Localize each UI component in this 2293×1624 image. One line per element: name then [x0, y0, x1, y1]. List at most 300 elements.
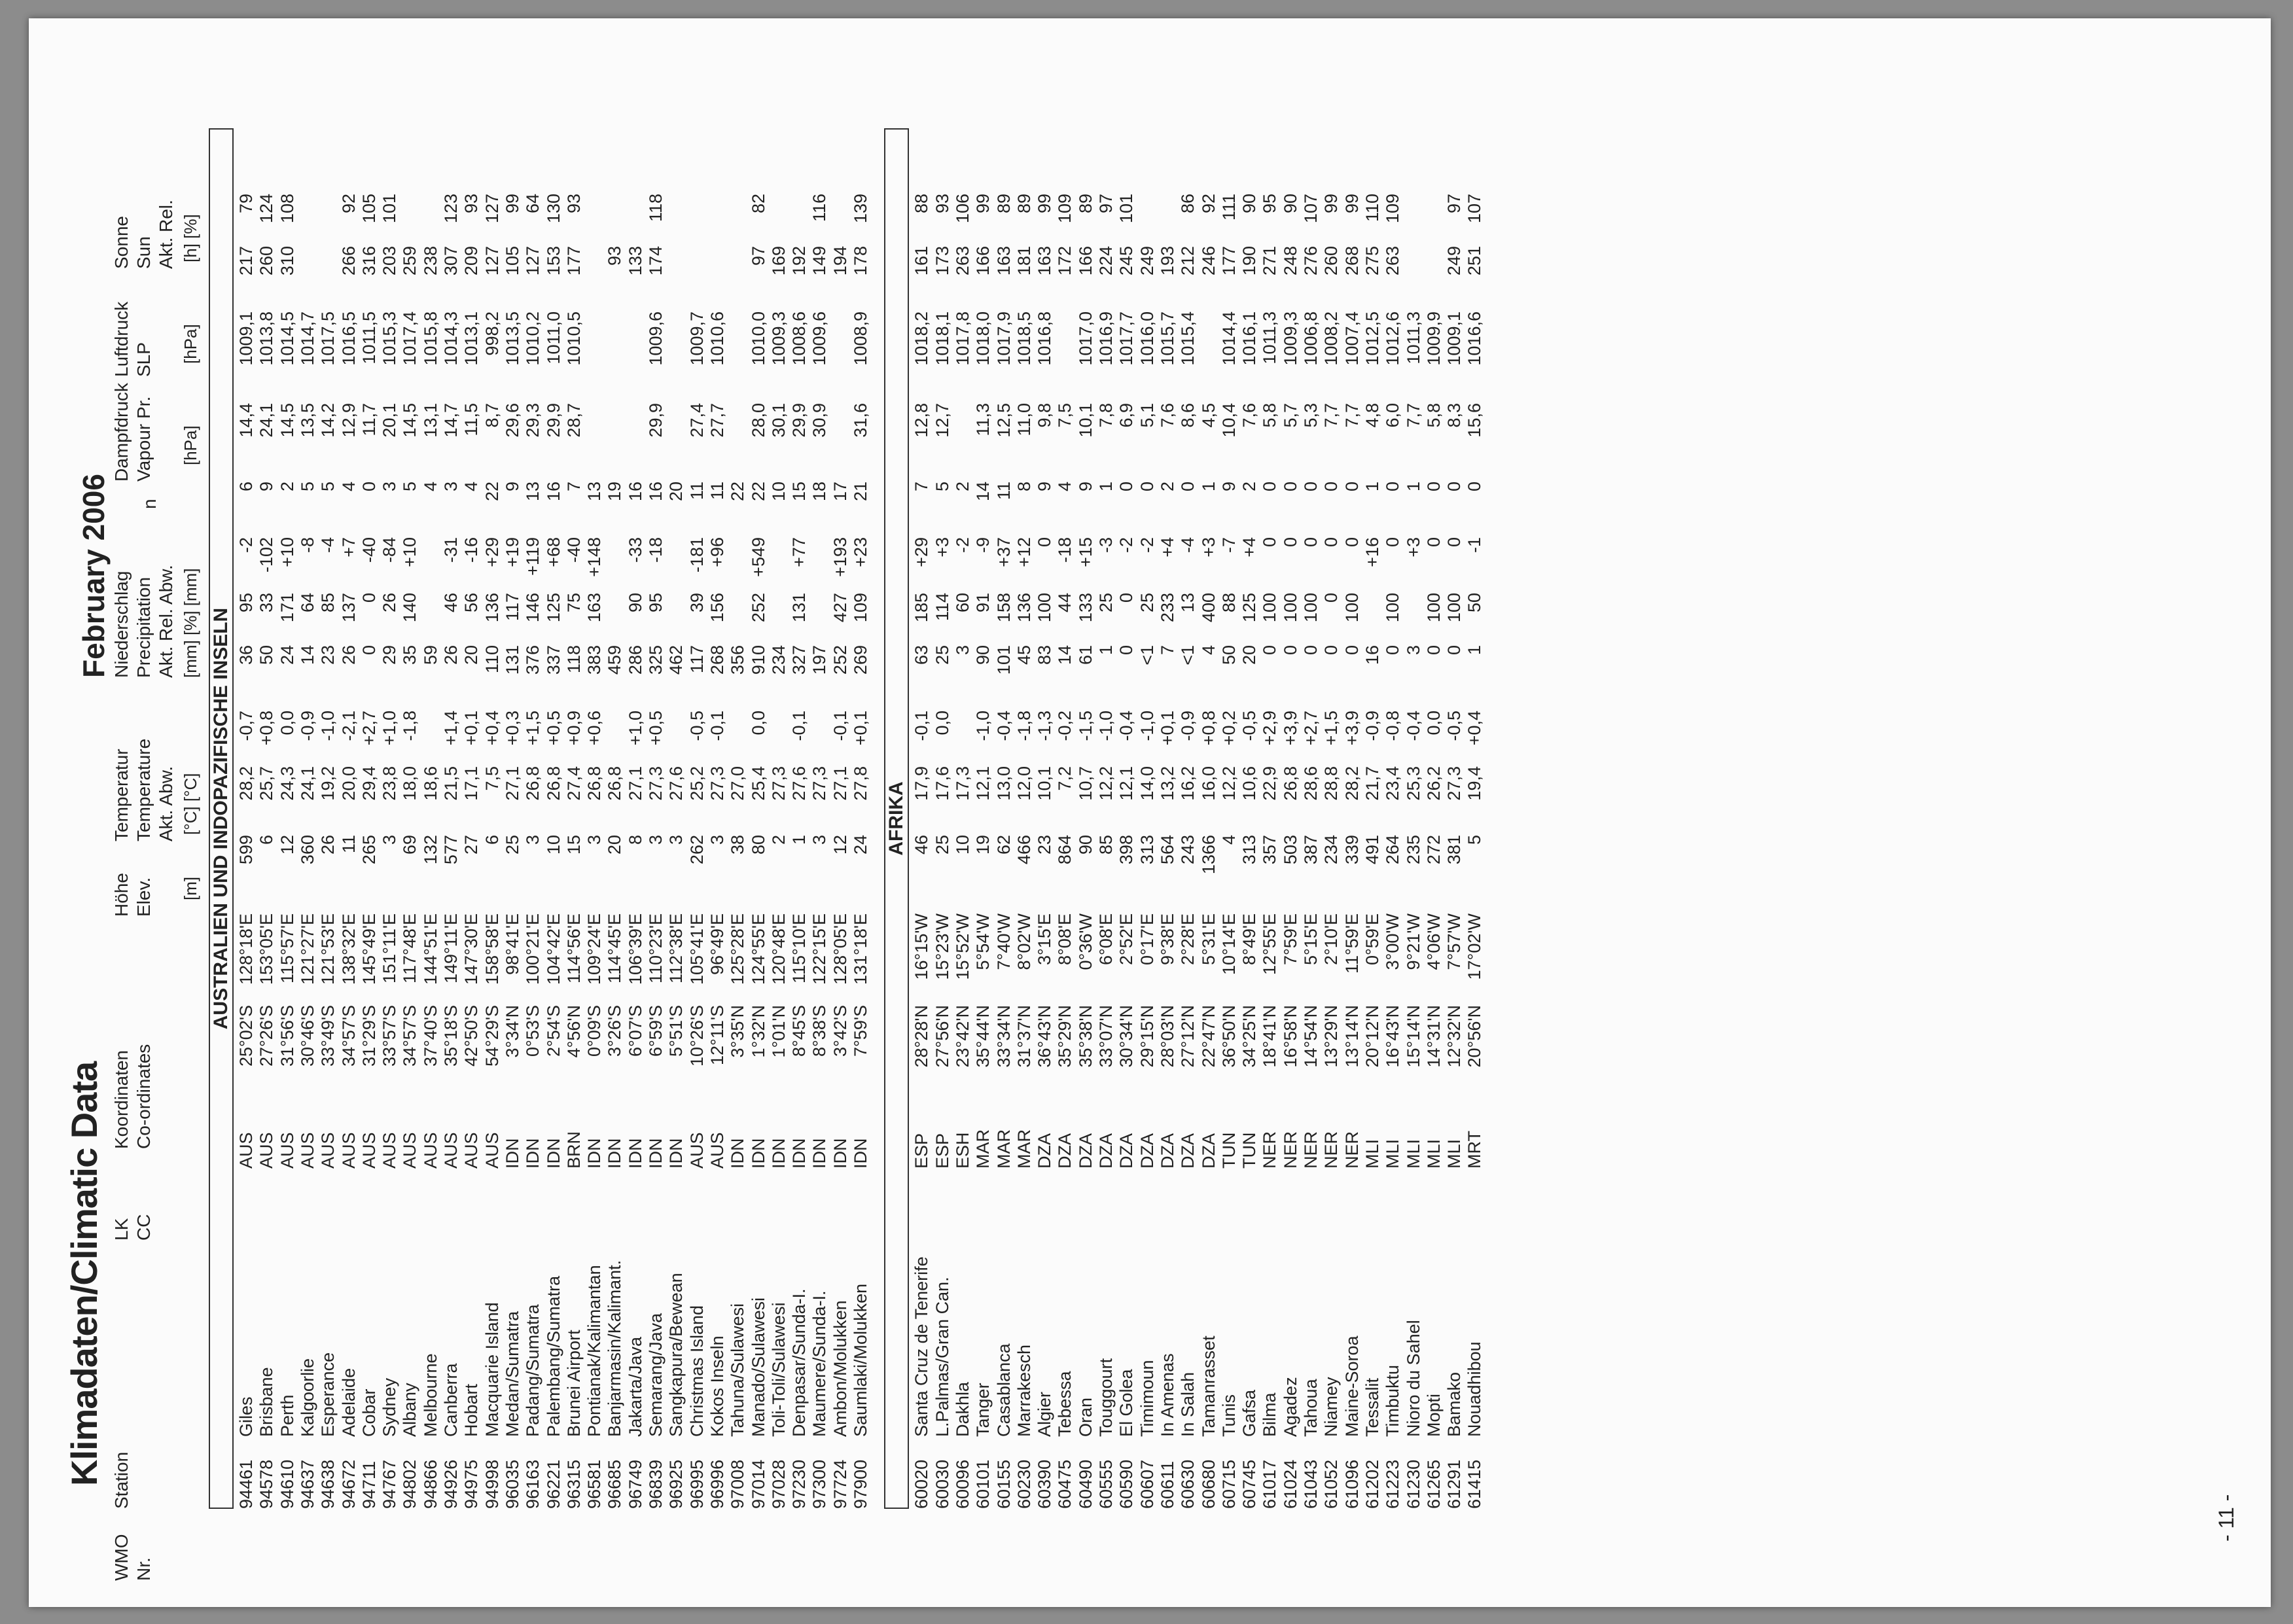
country-cell: DZA — [1116, 1133, 1137, 1169]
table-row — [421, 128, 441, 1509]
table-row — [298, 128, 318, 1509]
wmo-cell: 60590 — [1116, 1459, 1137, 1509]
wmo-cell: 94975 — [461, 1459, 482, 1509]
precipitation-cell: 327 — [789, 645, 809, 675]
sunshine-percent-cell: 93 — [461, 194, 482, 214]
temperature-cell: 28,2 — [236, 766, 256, 801]
precipitation-cell: 110 — [482, 645, 502, 674]
precipitation-deviation-cell: +4 — [1239, 537, 1260, 557]
station-cell: Maumere/Sunda-I. — [809, 1290, 830, 1437]
latitude-cell: 27°12'N — [1178, 1005, 1198, 1068]
sunshine-hours-cell: 97 — [748, 246, 768, 266]
temperature-deviation-cell: -1,0 — [973, 711, 993, 741]
rain-days-cell: 0 — [1444, 482, 1465, 492]
sunshine-percent-cell: 123 — [441, 194, 461, 224]
wmo-cell: 61096 — [1342, 1459, 1362, 1509]
station-cell: Nioro du Sahel — [1403, 1320, 1423, 1437]
table-row — [1055, 128, 1075, 1509]
slp-cell: 1009,6 — [809, 311, 830, 366]
country-cell: AUS — [318, 1132, 338, 1169]
longitude-cell: 5°31'E — [1198, 913, 1218, 966]
sunshine-percent-cell: 92 — [1198, 194, 1218, 214]
sunshine-hours-cell: 149 — [809, 246, 830, 276]
vapour-pressure-cell: 12,9 — [338, 403, 359, 438]
country-cell: DZA — [1096, 1133, 1116, 1169]
slp-cell: 1014,3 — [441, 311, 461, 366]
table-row — [236, 128, 257, 1509]
latitude-cell: 31°56'S — [277, 1005, 297, 1067]
temperature-deviation-cell: -0,2 — [1055, 711, 1075, 741]
longitude-cell: 105°41'E — [686, 913, 707, 985]
precipitation-percent-cell: 90 — [625, 593, 645, 613]
latitude-cell: 25°02'S — [236, 1005, 256, 1067]
header-sunshine: Sonne Sun Akt. Rel. — [111, 200, 176, 269]
precipitation-percent-cell: 136 — [1014, 593, 1034, 623]
elevation-cell: 3 — [380, 835, 400, 845]
station-cell: El Golea — [1116, 1369, 1137, 1437]
sunshine-hours-cell: 105 — [502, 246, 522, 276]
elevation-cell: 12 — [277, 835, 297, 855]
precipitation-percent-cell: 91 — [973, 593, 993, 613]
precipitation-cell: 910 — [748, 645, 768, 675]
station-cell: Agadez — [1280, 1377, 1300, 1437]
rain-days-cell: 1 — [1096, 482, 1116, 492]
vapour-pressure-cell: 29,9 — [646, 403, 666, 438]
temperature-cell: 18,0 — [400, 766, 420, 801]
scanned-page — [29, 18, 2271, 1607]
table-row — [1239, 128, 1260, 1509]
wmo-cell: 60745 — [1239, 1459, 1260, 1509]
table-row — [1219, 128, 1239, 1509]
table-row — [1178, 128, 1198, 1509]
precipitation-deviation-cell: +193 — [830, 537, 850, 577]
slp-cell: 1011,0 — [543, 311, 563, 364]
precipitation-percent-cell: 46 — [441, 593, 461, 613]
temperature-cell: 7,2 — [1055, 766, 1075, 791]
wmo-cell: 96925 — [666, 1459, 686, 1509]
wmo-cell: 97724 — [830, 1459, 850, 1509]
rain-days-cell: 7 — [563, 482, 584, 492]
unit-slp: [hPa] — [181, 324, 200, 364]
slp-cell: 1012,6 — [1383, 311, 1403, 366]
station-cell: Jakarta/Java — [625, 1336, 645, 1437]
rain-days-cell: 4 — [420, 482, 440, 492]
slp-cell: 1015,8 — [420, 311, 440, 366]
table-row — [318, 128, 338, 1509]
elevation-cell: 1 — [789, 835, 809, 845]
elevation-cell: 46 — [912, 835, 932, 855]
temperature-cell: 27,1 — [625, 766, 645, 801]
station-cell: Canberra — [441, 1363, 461, 1437]
slp-cell: 1016,6 — [1465, 311, 1485, 366]
precipitation-percent-cell: 171 — [277, 593, 297, 623]
rain-days-cell: 0 — [1260, 482, 1280, 492]
country-cell: IDN — [543, 1138, 563, 1169]
precipitation-cell: 0 — [1116, 645, 1137, 656]
country-cell: MAR — [973, 1129, 993, 1169]
temperature-deviation-cell: -0,1 — [789, 711, 809, 741]
longitude-cell: 17°02'W — [1465, 913, 1485, 980]
precipitation-deviation-cell: -16 — [461, 537, 482, 563]
station-cell: Esperance — [318, 1352, 338, 1437]
temperature-cell: 12,0 — [1014, 766, 1034, 801]
station-cell: Perth — [277, 1394, 297, 1437]
country-cell: AUS — [441, 1132, 461, 1169]
section-header: AUSTRALIEN UND INDOPAZIFISCHE INSELN — [209, 128, 234, 1509]
precipitation-deviation-cell: +68 — [543, 537, 563, 567]
latitude-cell: 35°38'N — [1075, 1005, 1095, 1068]
elevation-cell: 235 — [1403, 835, 1423, 865]
rotated-document — [29, 18, 2271, 1607]
precipitation-percent-cell: 95 — [646, 593, 666, 613]
temperature-cell: 12,1 — [973, 766, 993, 801]
rain-days-cell: 4 — [338, 482, 359, 492]
precipitation-cell: 117 — [686, 645, 707, 674]
precipitation-cell: 20 — [1239, 645, 1260, 665]
precipitation-cell: 3 — [952, 645, 972, 656]
slp-cell: 1011,5 — [359, 311, 379, 364]
rain-days-cell: 0 — [1423, 482, 1444, 492]
precipitation-cell: 286 — [625, 645, 645, 675]
sunshine-hours-cell: 209 — [461, 246, 482, 276]
country-cell: DZA — [1178, 1133, 1198, 1169]
elevation-cell: 313 — [1137, 835, 1157, 865]
temperature-cell: 26,8 — [605, 766, 625, 801]
table-row — [400, 128, 420, 1509]
precipitation-cell: 197 — [809, 645, 830, 675]
elevation-cell: 6 — [482, 835, 502, 845]
precipitation-percent-cell: 137 — [338, 593, 359, 623]
sunshine-percent-cell: 106 — [952, 194, 972, 224]
temperature-deviation-cell: 0,0 — [1423, 711, 1444, 735]
sunshine-hours-cell: 93 — [605, 246, 625, 266]
longitude-cell: 158°58'E — [482, 913, 502, 985]
precipitation-cell: 7 — [1157, 645, 1177, 656]
precipitation-deviation-cell: 0 — [1035, 537, 1055, 548]
sunshine-percent-cell: 93 — [932, 194, 952, 214]
header-cc: LK CC — [111, 1214, 154, 1241]
header-wmo: WMO Nr. — [111, 1534, 154, 1581]
sunshine-percent-cell: 105 — [359, 194, 379, 224]
latitude-cell: 0°53'S — [523, 1005, 543, 1057]
elevation-cell: 85 — [1096, 835, 1116, 855]
temperature-deviation-cell: +0,9 — [563, 711, 584, 746]
country-cell: ESH — [952, 1132, 972, 1169]
station-cell: Kalgoorlie — [297, 1358, 317, 1437]
slp-cell: 1017,5 — [318, 311, 338, 366]
latitude-cell: 1°01'N — [768, 1005, 789, 1058]
slp-cell: 998,2 — [482, 311, 502, 356]
wmo-cell: 60096 — [952, 1459, 972, 1509]
temperature-cell: 26,2 — [1423, 766, 1444, 801]
station-cell: Maine-Soroa — [1342, 1335, 1362, 1437]
wmo-cell: 96749 — [625, 1459, 645, 1509]
slp-cell: 1008,2 — [1321, 311, 1342, 366]
station-cell: Tunis — [1218, 1394, 1239, 1437]
precipitation-cell: 50 — [1218, 645, 1239, 665]
precipitation-cell: 459 — [605, 645, 625, 675]
station-cell: Tessalit — [1362, 1377, 1382, 1437]
latitude-cell: 18°41'N — [1260, 1005, 1280, 1068]
slp-cell: 1017,4 — [400, 311, 420, 366]
table-row — [1096, 128, 1116, 1509]
station-cell: Tanger — [973, 1383, 993, 1437]
slp-cell: 1017,0 — [1075, 311, 1095, 366]
precipitation-cell: 1 — [1465, 645, 1485, 656]
precipitation-deviation-cell: 0 — [1321, 537, 1342, 548]
vapour-pressure-cell: 13,5 — [297, 403, 317, 438]
precipitation-cell: 383 — [584, 645, 605, 675]
temperature-cell: 10,7 — [1075, 766, 1095, 801]
vapour-pressure-cell: 29,3 — [523, 403, 543, 438]
temperature-deviation-cell: -0,9 — [1362, 711, 1382, 741]
temperature-deviation-cell: +0,3 — [502, 711, 522, 746]
vapour-pressure-cell: 4,8 — [1362, 403, 1382, 428]
rain-days-cell: 11 — [993, 482, 1014, 501]
temperature-deviation-cell: -2,1 — [338, 711, 359, 741]
precipitation-percent-cell: 100 — [1423, 593, 1444, 623]
slp-cell: 1008,6 — [789, 311, 809, 366]
table-row — [1301, 128, 1321, 1509]
station-cell: Toli-Toli/Sulawesi — [768, 1302, 789, 1437]
temperature-deviation-cell: +0,1 — [851, 711, 870, 746]
vapour-pressure-cell: 30,1 — [768, 403, 789, 438]
temperature-cell: 14,0 — [1137, 766, 1157, 801]
latitude-cell: 16°58'N — [1280, 1005, 1300, 1068]
temperature-cell: 27,6 — [666, 766, 686, 801]
elevation-cell: 132 — [420, 835, 440, 865]
precipitation-percent-cell: 131 — [789, 593, 809, 623]
wmo-cell: 97230 — [789, 1459, 809, 1509]
elevation-cell: 360 — [297, 835, 317, 865]
country-cell: IDN — [666, 1138, 686, 1169]
rain-days-cell: 4 — [461, 482, 482, 492]
elevation-cell: 357 — [1260, 835, 1280, 865]
precipitation-percent-cell: 100 — [1444, 593, 1465, 623]
longitude-cell: 153°05'E — [257, 913, 277, 985]
temperature-deviation-cell: +1,4 — [441, 711, 461, 746]
temperature-deviation-cell: -0,9 — [297, 711, 317, 741]
wmo-cell: 94461 — [236, 1459, 256, 1509]
wmo-cell: 60020 — [912, 1459, 932, 1509]
latitude-cell: 1°32'N — [748, 1005, 768, 1058]
station-cell: Tamanrasset — [1198, 1335, 1218, 1437]
station-cell: Bamako — [1444, 1371, 1465, 1437]
vapour-pressure-cell: 20,1 — [380, 403, 400, 438]
vapour-pressure-cell: 14,4 — [236, 403, 256, 438]
country-cell: BRN — [563, 1131, 584, 1169]
sunshine-hours-cell: 260 — [257, 246, 277, 276]
slp-cell: 1015,4 — [1178, 311, 1198, 366]
wmo-cell: 61415 — [1465, 1459, 1485, 1509]
rain-days-cell: 0 — [1178, 482, 1198, 492]
slp-cell: 1018,2 — [912, 311, 932, 366]
station-cell: Kokos Inseln — [707, 1335, 727, 1437]
precipitation-cell: 26 — [338, 645, 359, 665]
elevation-cell: 381 — [1444, 835, 1465, 865]
country-cell: MAR — [1014, 1129, 1034, 1169]
slp-cell: 1011,3 — [1403, 311, 1423, 364]
station-cell: Ambon/Molukken — [830, 1300, 850, 1437]
sunshine-hours-cell: 260 — [1321, 246, 1342, 276]
sunshine-hours-cell: 263 — [952, 246, 972, 276]
elevation-cell: 6 — [257, 835, 277, 845]
table-row — [605, 128, 625, 1509]
temperature-cell: 26,8 — [584, 766, 605, 801]
precipitation-percent-cell: 13 — [1178, 593, 1198, 613]
country-cell: NER — [1321, 1131, 1342, 1169]
station-cell: Cobar — [359, 1388, 379, 1437]
section-header: AFRIKA — [884, 128, 909, 1509]
elevation-cell: 19 — [973, 835, 993, 855]
precipitation-cell: 16 — [1362, 645, 1382, 665]
temperature-deviation-cell: -0,4 — [1116, 711, 1137, 741]
wmo-cell: 94926 — [441, 1459, 461, 1509]
longitude-cell: 109°24'E — [584, 913, 605, 985]
precipitation-deviation-cell: 0 — [1423, 537, 1444, 548]
elevation-cell: 38 — [728, 835, 748, 855]
temperature-deviation-cell: +0,6 — [584, 711, 605, 746]
sunshine-hours-cell: 316 — [359, 246, 379, 276]
rain-days-cell: 0 — [359, 482, 379, 492]
sunshine-percent-cell: 90 — [1239, 194, 1260, 214]
sunshine-hours-cell: 259 — [400, 246, 420, 276]
longitude-cell: 7°57'W — [1444, 913, 1465, 970]
precipitation-cell: 61 — [1075, 645, 1095, 665]
rain-days-cell: 0 — [1383, 482, 1403, 492]
temperature-cell: 25,4 — [748, 766, 768, 801]
vapour-pressure-cell: 31,6 — [851, 403, 870, 438]
station-cell: Hobart — [461, 1383, 482, 1437]
longitude-cell: 8°08'E — [1055, 913, 1075, 966]
table-row — [441, 128, 461, 1509]
longitude-cell: 15°52'W — [952, 913, 972, 980]
document-title: Klimadaten/Climatic Data — [63, 1061, 105, 1486]
latitude-cell: 3°35'N — [728, 1005, 748, 1058]
wmo-cell: 60611 — [1157, 1460, 1177, 1509]
country-cell: AUS — [707, 1132, 727, 1169]
longitude-cell: 120°48'E — [768, 913, 789, 985]
elevation-cell: 62 — [993, 835, 1014, 855]
station-cell: Brisbane — [257, 1367, 277, 1437]
vapour-pressure-cell: 24,1 — [257, 403, 277, 438]
sunshine-hours-cell: 172 — [1055, 246, 1075, 276]
latitude-cell: 33°49'S — [318, 1005, 338, 1067]
vapour-pressure-cell: 30,9 — [809, 403, 830, 438]
longitude-cell: 100°21'E — [523, 913, 543, 985]
sunshine-percent-cell: 109 — [1055, 194, 1075, 224]
rain-days-cell: 22 — [728, 482, 748, 502]
temperature-deviation-cell: -1,0 — [1096, 711, 1116, 741]
country-cell: IDN — [789, 1138, 809, 1169]
longitude-cell: 9°21'W — [1403, 913, 1423, 970]
slp-cell: 1016,8 — [1035, 311, 1055, 366]
table-row — [1014, 128, 1035, 1509]
wmo-cell: 94610 — [277, 1459, 297, 1509]
temperature-cell: 28,6 — [1301, 766, 1321, 801]
rain-days-cell: 7 — [912, 482, 932, 492]
longitude-cell: 3°00'W — [1383, 913, 1403, 970]
elevation-cell: 564 — [1157, 835, 1177, 865]
wmo-cell: 61230 — [1403, 1459, 1423, 1509]
temperature-cell: 26,8 — [543, 766, 563, 801]
latitude-cell: 6°59'S — [646, 1005, 666, 1057]
temperature-deviation-cell: +2,7 — [1301, 711, 1321, 746]
slp-cell: 1009,1 — [236, 311, 256, 366]
latitude-cell: 12°32'N — [1444, 1005, 1465, 1068]
temperature-cell: 16,0 — [1198, 766, 1218, 801]
longitude-cell: 144°51'E — [420, 913, 440, 985]
table-row — [503, 128, 523, 1509]
precipitation-cell: 29 — [380, 645, 400, 665]
sunshine-percent-cell: 101 — [380, 194, 400, 224]
precipitation-percent-cell: 146 — [523, 593, 543, 623]
country-cell: IDN — [625, 1138, 645, 1169]
precipitation-percent-cell: 133 — [1075, 593, 1095, 623]
table-row — [1137, 128, 1158, 1509]
longitude-cell: 145°49'E — [359, 913, 379, 985]
wmo-cell: 96995 — [686, 1459, 707, 1509]
wmo-cell: 96163 — [523, 1459, 543, 1509]
sunshine-percent-cell: 130 — [543, 194, 563, 224]
precipitation-percent-cell: 75 — [563, 593, 584, 613]
sunshine-percent-cell: 89 — [1075, 194, 1095, 214]
country-cell: MLI — [1362, 1139, 1382, 1169]
station-cell: Dakhla — [952, 1381, 972, 1437]
station-cell: Marrakesch — [1014, 1344, 1034, 1437]
wmo-cell: 97014 — [748, 1459, 768, 1509]
sunshine-percent-cell: 118 — [646, 194, 666, 222]
sunshine-percent-cell: 90 — [1280, 194, 1300, 214]
temperature-deviation-cell: +2,9 — [1260, 711, 1280, 746]
precipitation-percent-cell: 44 — [1055, 593, 1075, 613]
precipitation-percent-cell: 56 — [461, 593, 482, 613]
temperature-cell: 26,8 — [523, 766, 543, 801]
latitude-cell: 35°44'N — [973, 1005, 993, 1068]
longitude-cell: 11°59'E — [1342, 913, 1362, 974]
wmo-cell: 94711 — [359, 1460, 379, 1509]
table-row — [359, 128, 380, 1509]
temperature-cell: 27,3 — [1444, 766, 1465, 801]
station-cell: Bilma — [1260, 1392, 1280, 1437]
country-cell: IDN — [748, 1138, 768, 1169]
latitude-cell: 31°37'N — [1014, 1005, 1034, 1068]
longitude-cell: 8°02'W — [1014, 913, 1034, 970]
precipitation-percent-cell: 26 — [380, 593, 400, 613]
elevation-cell: 90 — [1075, 835, 1095, 855]
precipitation-deviation-cell: +77 — [789, 537, 809, 567]
vapour-pressure-cell: 11,7 — [359, 403, 379, 436]
sunshine-percent-cell: 97 — [1444, 194, 1465, 214]
precipitation-cell: 0 — [1383, 645, 1403, 656]
longitude-cell: 114°45'E — [605, 913, 625, 984]
precipitation-cell: 3 — [1403, 645, 1423, 656]
country-cell: IDN — [768, 1138, 789, 1169]
elevation-cell: 599 — [236, 835, 256, 865]
temperature-cell: 24,1 — [297, 766, 317, 801]
precipitation-cell: 118 — [563, 645, 584, 674]
precipitation-percent-cell: 140 — [400, 593, 420, 623]
slp-cell: 1009,9 — [1423, 311, 1444, 366]
precipitation-deviation-cell: +23 — [851, 537, 870, 567]
precipitation-deviation-cell: -2 — [236, 537, 256, 554]
latitude-cell: 34°25'N — [1239, 1005, 1260, 1068]
rain-days-cell: 2 — [277, 482, 297, 492]
unit-temperature: [°C] [°C] — [181, 773, 200, 835]
precipitation-cell: 376 — [523, 645, 543, 675]
elevation-cell: 25 — [502, 835, 522, 855]
latitude-cell: 42°50'S — [461, 1005, 482, 1067]
